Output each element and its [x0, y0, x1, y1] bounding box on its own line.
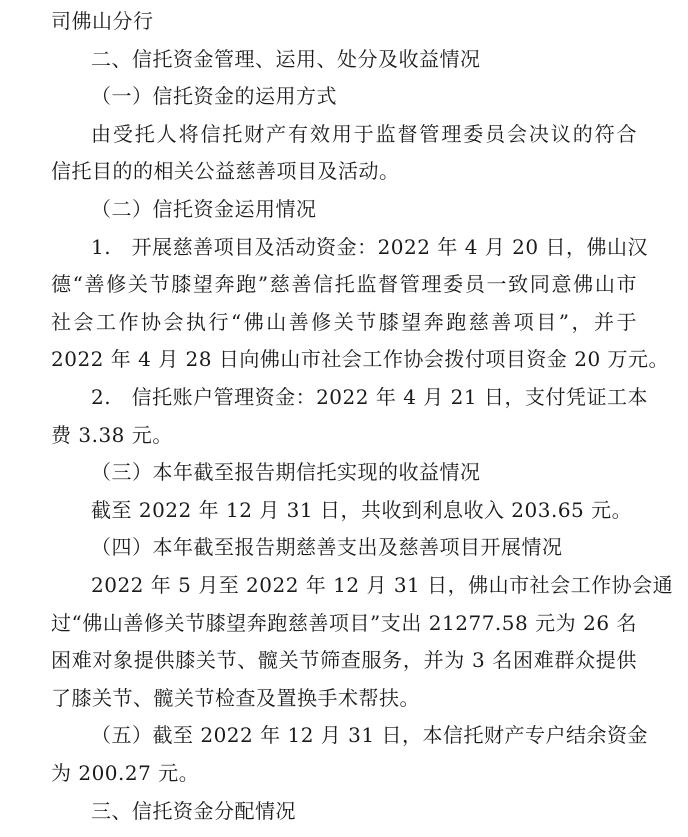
paragraph-line: 由受托人将信托财产有效用于监督管理委员会决议的符合: [91, 121, 637, 146]
paragraph-line: 困难对象提供膝关节、髋关节筛查服务，并为 3 名困难群众提供: [51, 648, 637, 673]
paragraph-line: 费 3.38 元。: [51, 422, 173, 447]
paragraph-line: 为 200.27 元。: [51, 761, 200, 785]
subheading-2-5: （五）截至 2022 年 12 月 31 日，本信托财产专户结余资金: [91, 723, 648, 748]
section-heading-3: 三、信托资金分配情况: [91, 798, 296, 823]
section-heading-2: 二、信托资金管理、运用、处分及收益情况: [91, 46, 481, 71]
paragraph-line: 社会工作协会执行“佛山善修关节膝望奔跑慈善项目”，并于: [51, 309, 637, 334]
paragraph-line: 信托目的的相关公益慈善项目及活动。: [51, 159, 400, 184]
paragraph-line: 2022 年 4 月 28 日向佛山市社会工作协会拨付项目资金 20 万元。: [51, 347, 670, 372]
paragraph-line: 德“善修关节膝望奔跑”慈善信托监督管理委员一致同意佛山市: [51, 272, 637, 297]
subheading-2-3: （三）本年截至报告期信托实现的收益情况: [91, 460, 481, 485]
paragraph-line: 截至 2022 年 12 月 31 日，共收到利息收入 203.65 元。: [91, 497, 633, 522]
paragraph-line: 1. 开展慈善项目及活动资金：2022 年 4 月 20 日，佛山汉: [91, 234, 648, 259]
paragraph-line: 过“佛山善修关节膝望奔跑慈善项目”支出 21277.58 元为 26 名: [51, 610, 637, 635]
paragraph-line: 了膝关节、髋关节检查及置换手术帮扶。: [51, 685, 420, 710]
paragraph-line: 2022 年 5 月至 2022 年 12 月 31 日，佛山市社会工作协会通: [91, 573, 674, 597]
paragraph-line: 2. 信托账户管理资金：2022 年 4 月 21 日，支付凭证工本: [91, 385, 648, 409]
subheading-2-2: （二）信托资金运用情况: [91, 197, 317, 221]
subheading-2-1: （一）信托资金的运用方式: [91, 84, 337, 109]
subheading-2-4: （四）本年截至报告期慈善支出及慈善项目开展情况: [91, 535, 563, 560]
text-line-continuation: 司佛山分行: [51, 9, 154, 33]
